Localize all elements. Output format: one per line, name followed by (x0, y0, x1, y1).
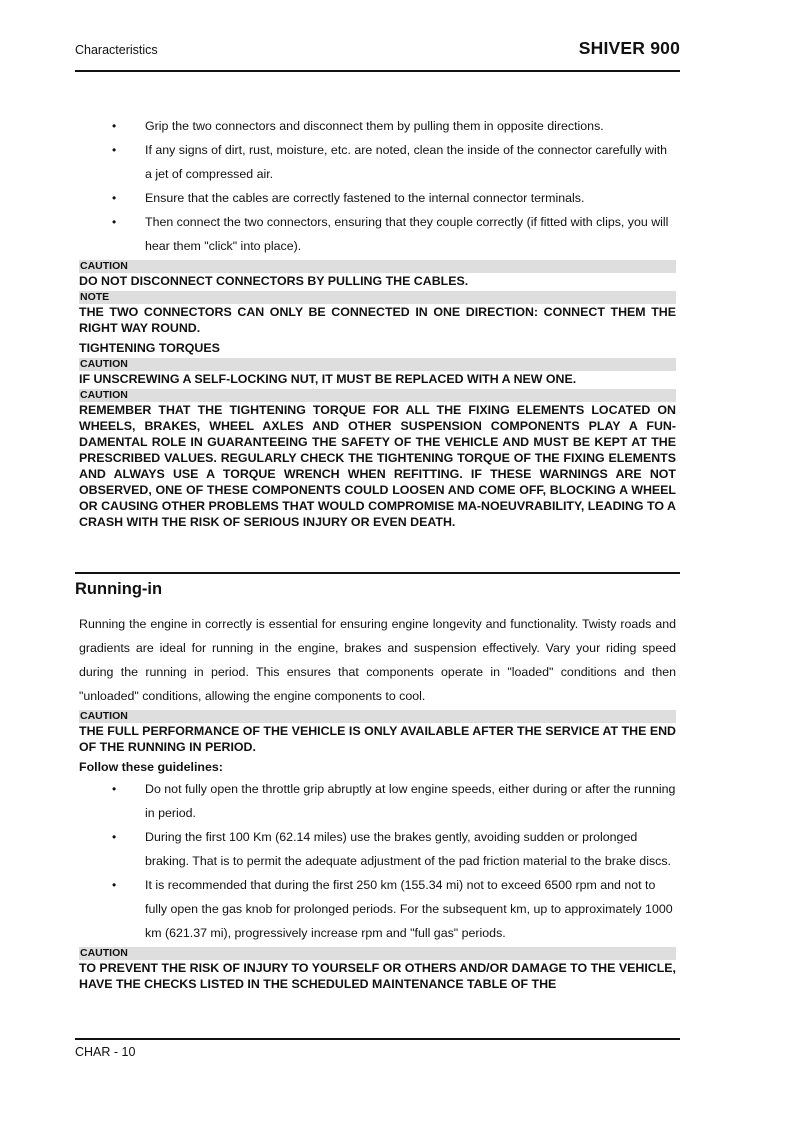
caution-label: CAUTION (79, 710, 676, 723)
list-item: • Ensure that the cables are correctly fastened to the internal connector terminals. (112, 191, 585, 205)
caution-label: CAUTION (79, 358, 676, 371)
page-number: CHAR - 10 (75, 1045, 136, 1059)
guidelines-heading: Follow these guidelines: (79, 760, 223, 774)
caution-label: CAUTION (79, 389, 676, 402)
page-footer (75, 1038, 680, 1059)
note-text: THE TWO CONNECTORS CAN ONLY BE CONNECTED IN ONE DIRECTION: CONNECT THEM THE RIGHT WAY ROUND. (79, 305, 676, 335)
connector-instructions (79, 114, 676, 258)
caution-text: THE FULL PERFORMANCE OF THE VEHICLE IS ONLY AVAILABLE AFTER THE SERVICE AT THE END OF THE RUNNING IN PERIOD. (79, 724, 676, 754)
list-item: • During the first 100 Km (62.14 miles) use the brakes gently, avoiding sudden or prolonged braking. That is to permit the adequate adjustment of the pad friction material to the brake discs. (112, 830, 671, 868)
list-item: • If any signs of dirt, rust, moisture, etc. are noted, clean the inside of the connector carefully with a jet of compressed air. (112, 143, 668, 181)
list-item: • Then connect the two connectors, ensuring that they couple correctly (if fitted with clips, you will hear them "click" into place). (112, 215, 669, 253)
caution-label: CAUTION (79, 260, 676, 273)
model-name: SHIVER 900 (578, 38, 680, 58)
top-section (79, 114, 676, 530)
list-item: • It is recommended that during the first 250 km (155.34 mi) not to exceed 6500 rpm and not to fully open the gas knob for prolonged periods. For the subsequent km, up to approximately 1000 km (621.37 mi), progressively increase rpm and "full gas" periods. (112, 878, 673, 940)
caution-text: DO NOT DISCONNECT CONNECTORS BY PULLING THE CABLES. (79, 274, 469, 288)
caution-label: CAUTION (79, 947, 676, 960)
running-in-paragraph: Running the engine in correctly is essential for ensuring engine longevity and functionality. Twisty roads and gradients are ideal for running in the engine, brakes and suspension effectively. Vary your riding speed during the running in period. This ensures that components operate in "loaded" conditions and then "unloaded" conditions, allowing the engine components to cool. (79, 617, 676, 703)
list-item: • Grip the two connectors and disconnect them by pulling them in opposite directions. (112, 119, 604, 133)
caution-text: REMEMBER THAT THE TIGHTENING TORQUE FOR ALL THE FIXING ELEMENTS LOCATED ON WHEELS, BRAKES, WHEEL AXLES AND OTHER SUSPENSION COMPONENTS PLAY A FUN-DAMENTAL ROLE IN GUARANTEEING THE SAFETY OF THE VEHICLE AND MUST BE KEPT AT THE PRESCRIBED VALUES. REGULARLY CHECK THE TIGHTENING TORQUE OF THE FIXING ELEMENTS AND ALWAYS USE A TORQUE WRENCH WHEN REFITTING. IF THESE WARNINGS ARE NOT OBSERVED, ONE OF THESE COMPONENTS COULD LOOSEN AND COME OFF, BLOCKING A WHEEL OR CAUSING OTHER PROBLEMS THAT WOULD COMPROMISE MA-NOEUVRABILITY, LEADING TO A CRASH WITH THE RISK OF SERIOUS INJURY OR EVEN DEATH. (79, 403, 676, 529)
list-item: • Do not fully open the throttle grip abruptly at low engine speeds, either during or after the running in period. (112, 782, 676, 820)
page-header (75, 36, 680, 72)
note-label: NOTE (79, 291, 676, 304)
section-name: Characteristics (75, 43, 158, 57)
section-heading: Running-in (75, 572, 680, 599)
torques-heading: TIGHTENING TORQUES (79, 341, 220, 355)
caution-text: IF UNSCREWING A SELF-LOCKING NUT, IT MUST BE REPLACED WITH A NEW ONE. (79, 372, 577, 386)
caution-text: TO PREVENT THE RISK OF INJURY TO YOURSELF OR OTHERS AND/OR DAMAGE TO THE VEHICLE, HAVE THE CHECKS LISTED IN THE SCHEDULED MAINTENANCE TABLE OF THE (79, 961, 676, 991)
guidelines-list (79, 777, 676, 945)
running-in-section (79, 612, 676, 992)
